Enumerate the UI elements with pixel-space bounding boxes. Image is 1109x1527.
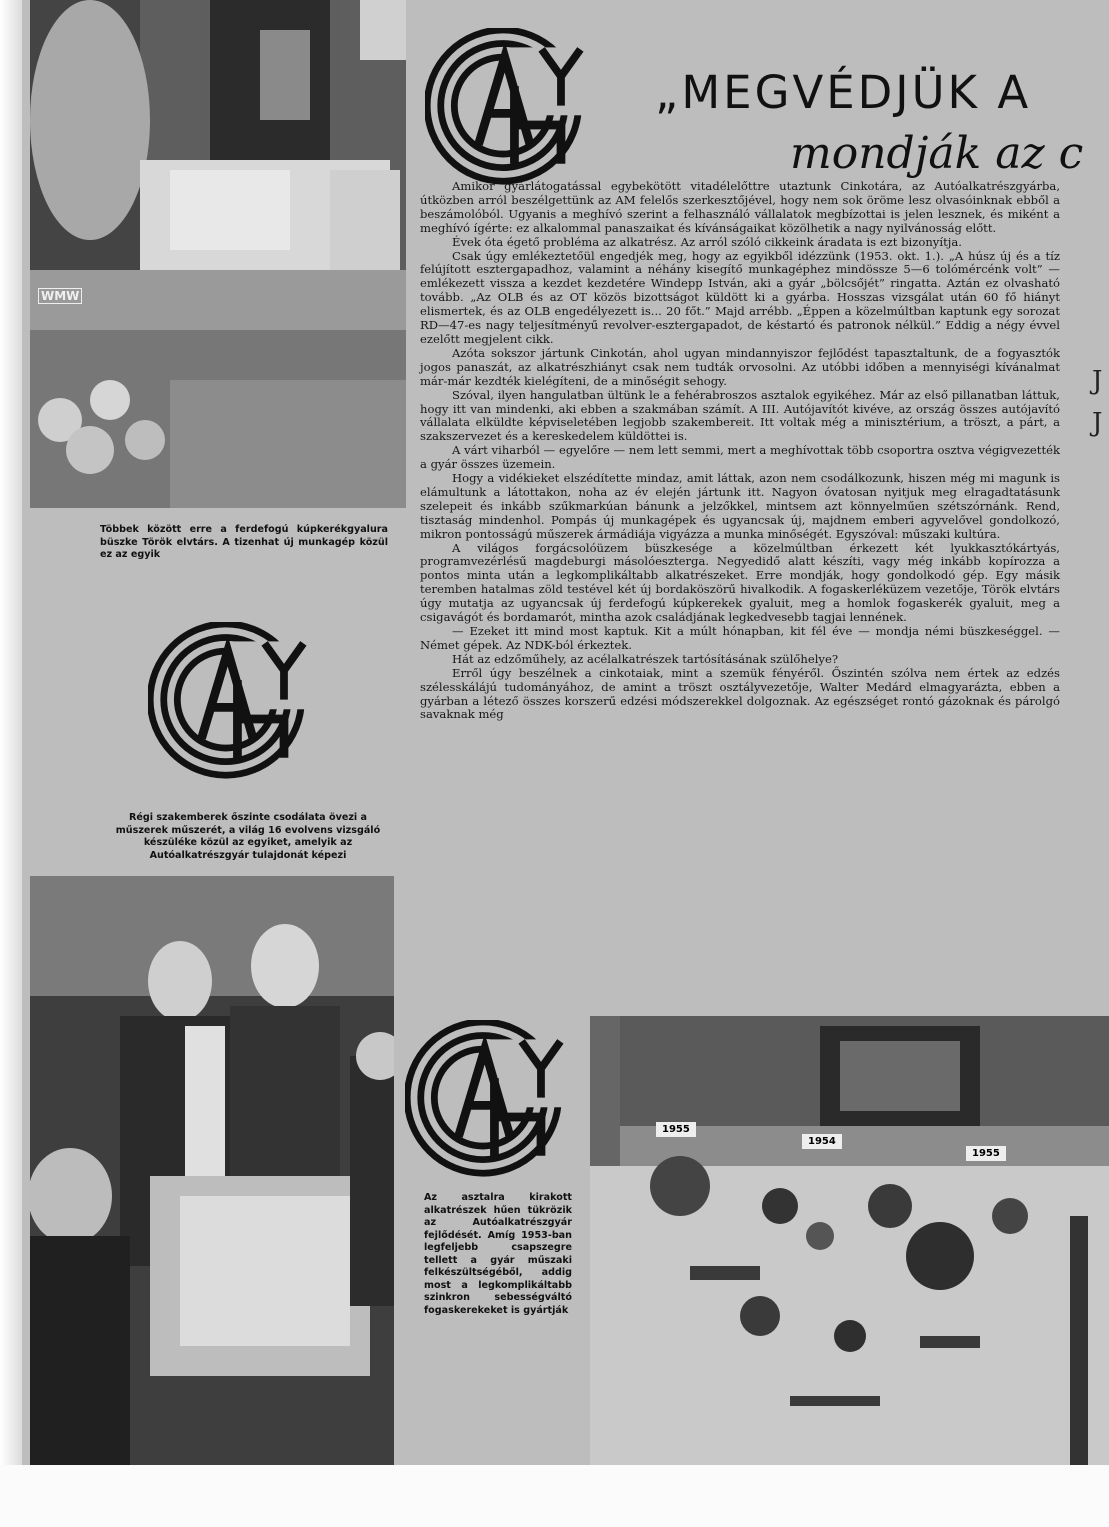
agy-logo-icon <box>425 28 600 188</box>
caption-involute-tester: Régi szakemberek őszinte csodálata övezi a műszerek műszerét, a világ 16 evolvens vizsgáló készüléke közül az egyiket, amelyik az Autóalkatrészgyár tulajdonát képezi <box>115 812 381 861</box>
parts-photo-illustration <box>590 1016 1109 1465</box>
agy-logo-icon <box>148 622 323 782</box>
year-label-card: 1955 <box>656 1122 696 1137</box>
article-paragraph: Azóta sokszor jártunk Cinkotán, ahol ugyan mindannyiszor fejlődést tapasztaltunk, de a fogyasztók jogos panaszát, az alkatrészhiányt csak nem tudták orvosolni. Az utóbbi időben a mennyiségi kívánalmat már-már kezdték kielégíteni, de a minőségit sehogy. <box>420 345 1060 388</box>
photo-involute-tester <box>30 876 394 1465</box>
year-label-card: 1954 <box>802 1134 842 1149</box>
article-paragraph: Szóval, ilyen hangulatban ültünk le a fehérabroszos asztalok egyikéhez. Már az első pillanatban láttuk, hogy itt van mindenki, aki ebben a szakmában számít. A III. Autójavítót kivéve, az ország összes autójavító vállalata elküldte képviseletében legjobb szakembereit. Itt voltak még a minisztérium, a tröszt, a párt, a szakszervezet és a kereskedelem küldöttei is. <box>420 387 1060 444</box>
article-headline: „MEGVÉDJÜK A <box>655 66 1032 119</box>
machine-photo-illustration <box>30 0 406 508</box>
article-paragraph: Csak úgy emlékeztetőül engedjék meg, hogy az egyikből idézzünk (1953. okt. 1.). „A húsz új és a tíz felújított esztergapadhoz, valamint a néhány kisegítő munkagéphez mindössze 5—6 tolómércénk volt” — emlékezett vissza a kezdet kezdetére Windepp István, aki a gyár „bölcsőjét” ringatta. Aztán ez olvasható tovább. „Az OLB és az OT közös bizottságot küldött ki a gyárba. Hosszas vizsgálat után 60 fő hiányt elismertek, és az OLB engedélyezett is... 20 főt.” Majd arrébb. „Éppen a közelmúltban kaptunk egy sorozat RD—47-es nagy teljesítményű revolver-esztergapadot, de késtartó és patronok nélkül.” Eddig a négy évvel ezelőtt megjelent cikk. <box>420 248 1060 346</box>
machine-brand-label: WMW <box>38 288 82 304</box>
next-column-mark: J <box>1092 366 1103 396</box>
caption-gear-planing-machine: Többek között erre a ferdefogú kúpkerékgyalura büszke Török elvtárs. A tizenhat új munkagép közül ez az egyik <box>100 524 388 560</box>
article-paragraph: Amikor gyárlátogatással egybekötött vitadélelőttre utaztunk Cinkotára, az Autóalkatrészgyárba, útközben arról beszélgettünk az AM felelős szerkesztőjével, hogy nem sok öröme lesz olvasóinknak ebből a beszámolóból. Ugyanis a meghívó szerint a felhasználó vállalatok megbízottai is jelen lesznek, és miként a meghívó ígérte: ez alkalommal panaszaikat és kívánságaikat közölhetik a nagy nyilvánosság előtt. <box>420 179 1060 235</box>
article-paragraph: Erről úgy beszélnek a cinkotaiak, mint a szemük fényéről. Őszintén szólva nem értek az edzés szélesskálájú tudományához, de amint a tröszt osztályvezetője, Walter Medárd elmagyarázta, ebben a gyárban a létező összes korszerű edzési módszerekkel dolgoznak. Az egészséget rontó gázoknak és párolgó savaknak még <box>420 665 1060 722</box>
next-column-fragment <box>1092 360 1102 444</box>
article-paragraph: Hogy a vidékieket elszédítette mindaz, amit láttak, azon nem csodálkozunk, hiszen még mi magunk is elámultunk a látottakon, noha az év elején jártunk itt. Nagyon óvatosan nyitjuk meg elragadtatásunk szelepeit és inkább szűkmarkúan bánunk a jelzőkkel, mintsem azt könnyelműen szétszórnánk. Rend, tisztaság mindenhol. Pompás új munkagépek és ugyancsak új, majdnem emberi agyvelővel gondolkozó, mikron pontosságú műszerek ármádiája vigyázza a munka minőségét. Egyszóval: műszaki kultúra. <box>420 471 1060 541</box>
photo-gear-planing-machine <box>30 0 406 508</box>
article-subheadline: mondják az c <box>790 128 1084 179</box>
next-column-mark: J <box>1092 408 1103 438</box>
workers-photo-illustration <box>30 876 394 1465</box>
article-paragraph: — Ezeket itt mind most kaptuk. Kit a múlt hónapban, kit fél éve — mondja némi büszkeséggel. — Német gépek. Az NDK-ból érkeztek. <box>420 624 1060 652</box>
article-paragraph: Évek óta égető probléma az alkatrész. Az arról szóló cikkeink áradata is ezt bizonyítja. <box>452 234 962 249</box>
page-binding-shadow <box>0 0 22 1465</box>
article-body <box>420 180 1060 722</box>
photo-parts-table <box>590 1016 1109 1465</box>
article-paragraph: A várt viharból — egyelőre — nem lett semmi, mert a meghívottak több csoportra osztva végigvezették a gyár összes üzemein. <box>420 443 1060 472</box>
scan-bottom-margin <box>0 1465 1109 1527</box>
article-paragraph: A világos forgácsolóüzem büszkesége a közelmúltban érkezett két lyukkasztókártyás, programvezérlésű magdeburgi másolóeszterga. Negyedidő alatt készíti, vagy még inkább kopírozza a pontos minta után a legkomplikáltabb alkatrészeket. Erre mondják, hogy gondolkodó gép. Egy másik teremben hatalmas zöld testével két új bordaköszörű hivalkodik. A fogaskerléküzem vezetője, Török elvtárs úgy mutatja az ugyancsak új ferdefogú kúpkerekek gyaluit, meg a homlok fogaskerék gyaluit, meg a csigavágót és bordamarót, mintha azok családjának legkedvesebb tagjai lennének. <box>420 540 1060 625</box>
caption-parts-table: Az asztalra kirakott alkatrészek hűen tükrözik az Autóalkatrészgyár fejlődését. Amíg 1953-ban legfeljebb csapszegre tellett a gyár műszaki felkészültségéből, addig most a legkomplikáltabb szinkron sebességváltó fogaskerekeket is gyártják <box>424 1192 572 1316</box>
agy-logo-icon <box>405 1020 580 1180</box>
year-label-card: 1955 <box>966 1146 1006 1161</box>
article-paragraph: Hát az edzőműhely, az acélalkatrészek tartósításának szülőhelye? <box>452 651 839 666</box>
